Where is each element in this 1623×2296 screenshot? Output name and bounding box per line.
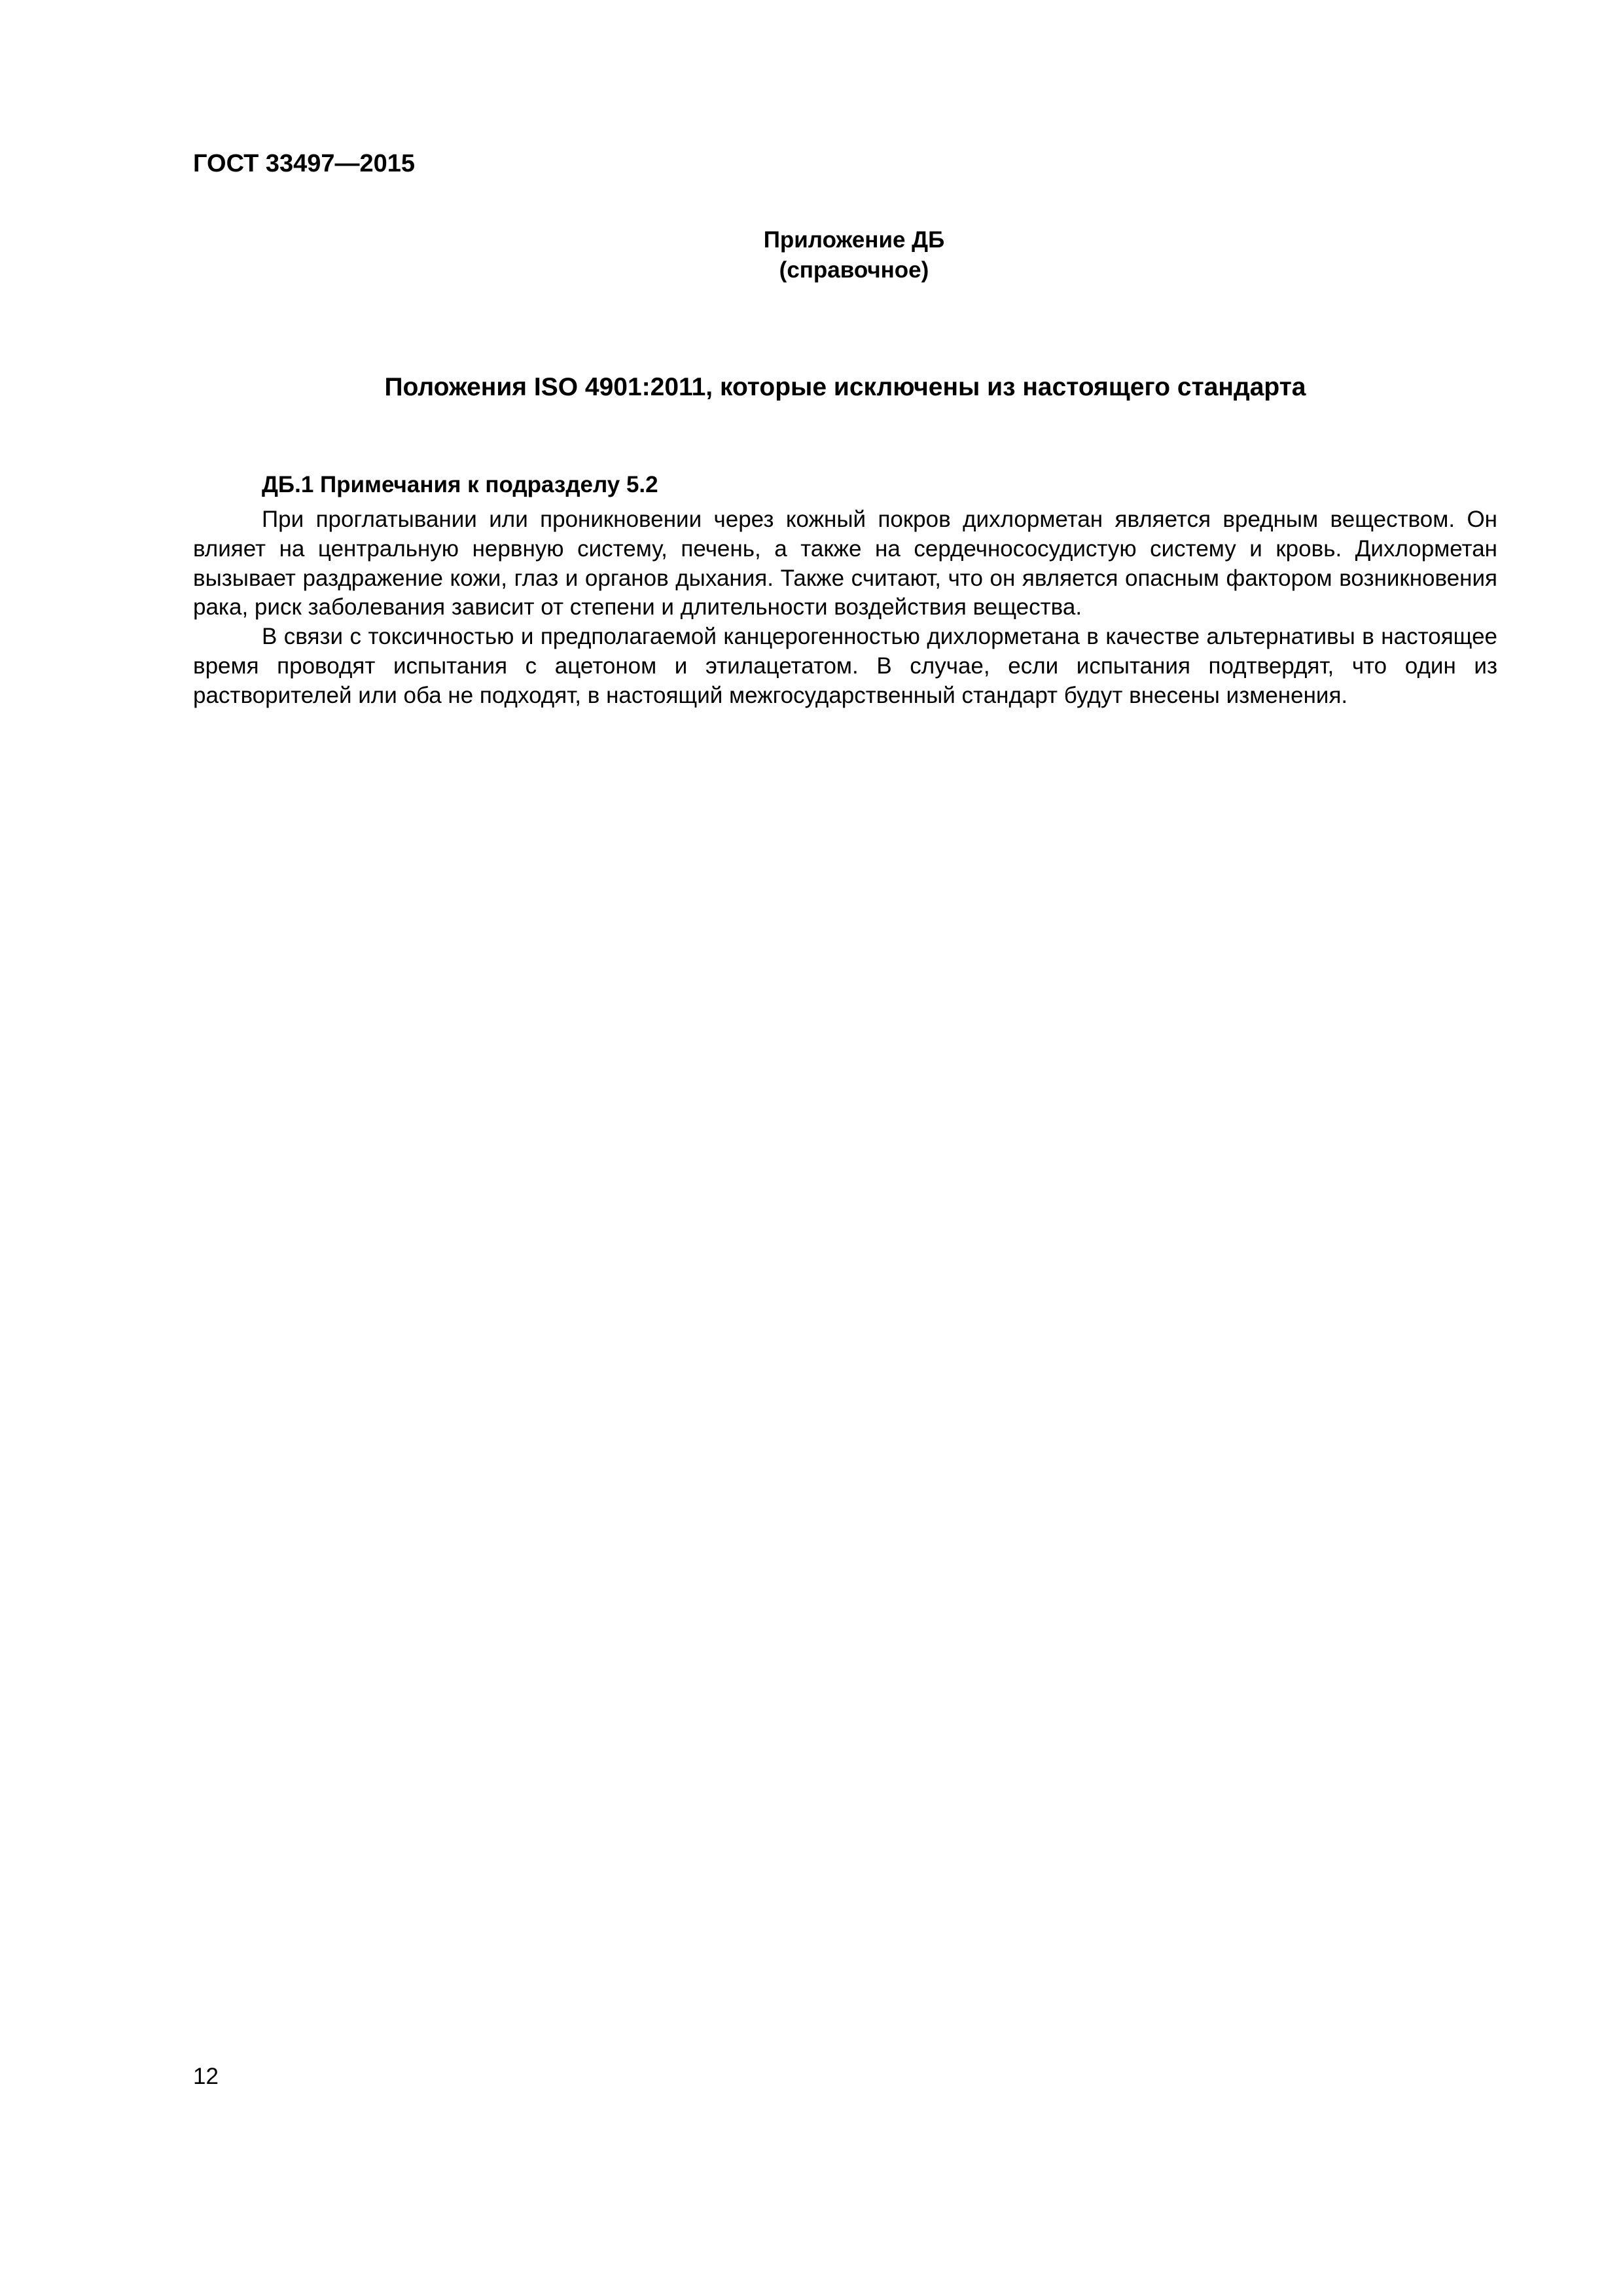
section-heading: ДБ.1 Примечания к подразделу 5.2: [262, 472, 658, 497]
document-code-header: ГОСТ 33497—2015: [193, 150, 416, 177]
page-title: Положения ISO 4901:2011, которые исключены из настоящего стандарта: [384, 373, 1306, 401]
section-body: [193, 505, 1497, 711]
appendix-label: Приложение ДБ: [763, 227, 945, 253]
body-paragraph-1: При проглатывании или проникновении через кожный покров дихлорметан является вредным веществом. Он влияет на центральную нервную систему, печень, а также на сердечнососудистую систему и кровь. Дихлорметан вызывает раздражение кожи, глаз и органов дыхания. Также считают, что он является опасным фактором возникновения рака, риск заболевания зависит от степени и длительности воздействия вещества.: [193, 507, 1497, 620]
appendix-type: (справочное): [779, 257, 929, 283]
appendix-label-block: [654, 225, 1054, 285]
body-paragraph-2: В связи с токсичностью и предполагаемой канцерогенностью дихлорметана в качестве альтернативы в настоящее время проводят испытания с ацетоном и этилацетатом. В случае, если испытания подтвердят, что один из растворителей или оба не подходят, в настоящий межгосударственный стандарт будут внесены изменения.: [193, 624, 1497, 708]
page-number: 12: [193, 2064, 219, 2089]
